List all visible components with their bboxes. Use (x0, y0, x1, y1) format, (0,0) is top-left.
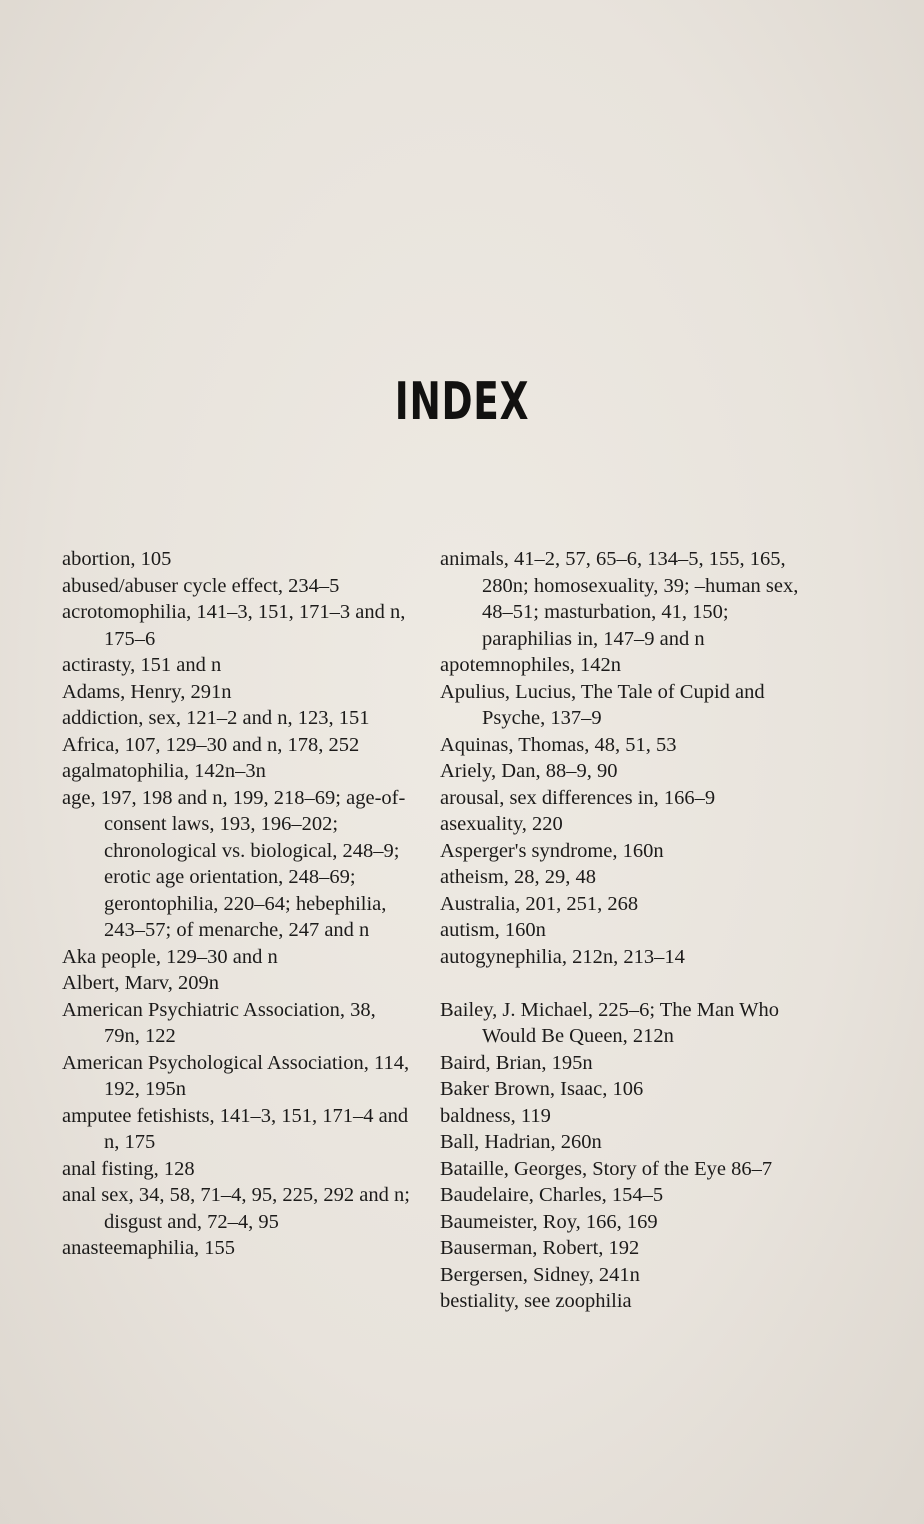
index-entry: Ball, Hadrian, 260n (440, 1131, 602, 1153)
index-entry: asexuality, 220 (440, 813, 563, 835)
index-entry: Africa, 107, 129–30 and n, 178, 252 (62, 733, 360, 756)
index-entry: Aka people, 129–30 and n (62, 945, 278, 968)
index-entry: atheism, 28, 29, 48 (440, 866, 597, 888)
index-entry: bestiality, see zoophilia (440, 1290, 632, 1312)
index-entry: Bailey, J. Michael, 225–6; The Man Who Would Be Queen, 212n (440, 998, 779, 1047)
index-entry: Ariely, Dan, 88–9, 90 (440, 760, 618, 782)
letter-group-gap (440, 970, 800, 997)
index-entry: acrotomophilia, 141–3, 151, 171–3 and n, 175–6 (62, 601, 406, 650)
index-entry: Australia, 201, 251, 268 (440, 892, 639, 915)
index-entry: agalmatophilia, 142n–3n (62, 760, 266, 782)
index-entry: age, 197, 198 and n, 199, 218–69; age-of-consent laws, 193, 196–202; chronological vs. biological, 248–9; erotic age orientation, 248–69; gerontophilia, 220–64; hebephilia, 243–57; of menarche, 247 and n (62, 786, 406, 941)
index-entry: apotemnophiles, 142n (440, 654, 622, 676)
index-column-left (62, 546, 412, 1262)
index-entry: anasteemaphilia, 155 (62, 1237, 236, 1259)
index-column-right (440, 546, 800, 1315)
index-entry: anal fisting, 128 (62, 1157, 195, 1180)
index-entry: autogynephilia, 212n, 213–14 (440, 945, 685, 968)
index-entry: baldness, 119 (440, 1104, 551, 1127)
index-entry: Adams, Henry, 291n (62, 680, 232, 703)
index-entry: Apulius, Lucius, The Tale of Cupid and Psyche, 137–9 (440, 680, 765, 729)
index-entry: Baumeister, Roy, 166, 169 (440, 1210, 658, 1233)
index-entry: amputee fetishists, 141–3, 151, 171–4 and n, 175 (62, 1104, 409, 1153)
index-entry: Baird, Brian, 195n (440, 1051, 593, 1074)
index-entry: American Psychological Association, 114, 192, 195n (62, 1051, 410, 1100)
index-entry: arousal, sex differences in, 166–9 (440, 786, 716, 809)
index-entry: autism, 160n (440, 919, 546, 941)
index-entry: Aquinas, Thomas, 48, 51, 53 (440, 733, 677, 756)
index-entry: Baker Brown, Isaac, 106 (440, 1078, 644, 1100)
index-entry: abortion, 105 (62, 548, 172, 570)
index-entry: Albert, Marv, 209n (62, 972, 219, 994)
index-entry: Bauserman, Robert, 192 (440, 1237, 640, 1259)
index-entry: actirasty, 151 and n (62, 654, 222, 676)
index-entry: Bergersen, Sidney, 241n (440, 1263, 640, 1286)
index-entry: anal sex, 34, 58, 71–4, 95, 225, 292 and n; disgust and, 72–4, 95 (62, 1184, 410, 1233)
index-entry: Baudelaire, Charles, 154–5 (440, 1184, 664, 1206)
index-entry: addiction, sex, 121–2 and n, 123, 151 (62, 707, 370, 729)
index-entry: Bataille, Georges, Story of the Eye 86–7 (440, 1157, 773, 1180)
index-entry: Asperger's syndrome, 160n (440, 839, 664, 862)
index-title: INDEX (394, 372, 530, 432)
index-entry: animals, 41–2, 57, 65–6, 134–5, 155, 165, 280n; homosexuality, 39; –human sex, 48–51; masturbation, 41, 150; paraphilias in, 147–9 and n (440, 548, 799, 650)
index-entry: American Psychiatric Association, 38, 79n, 122 (62, 998, 376, 1047)
index-entry: abused/abuser cycle effect, 234–5 (62, 574, 340, 597)
